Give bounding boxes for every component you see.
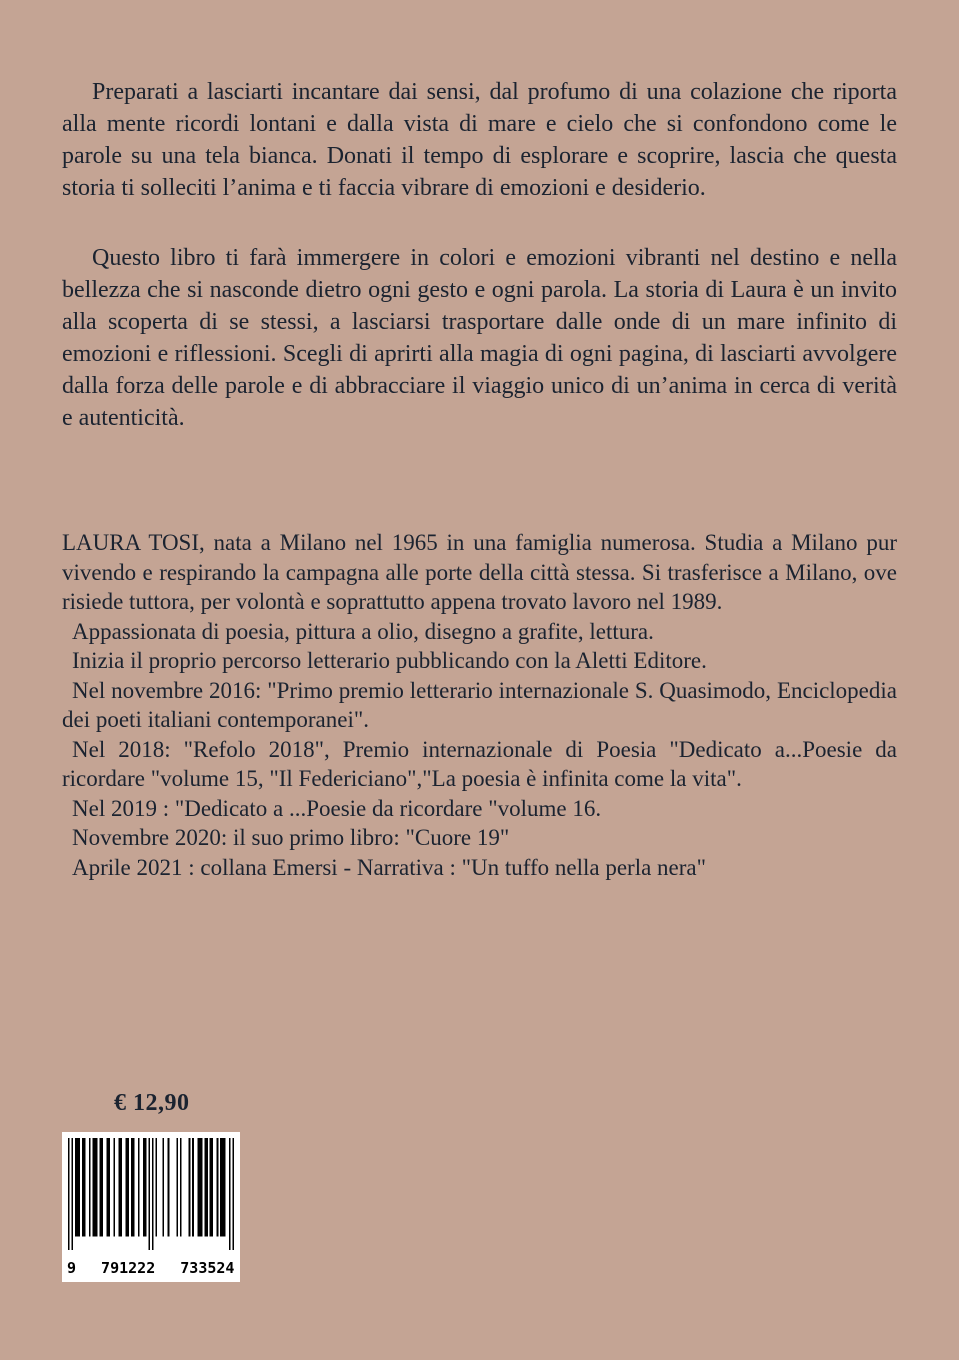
bio-paragraph: Inizia il proprio percorso letterario pubblicando con la Aletti Editore. xyxy=(72,648,707,673)
synopsis-paragraph: Preparati a lasciarti incantare dai sensi, dal profumo di una colazione che riporta alla mente ricordi lontani e dalla vista di mare e cielo che si confondono come le parole su una tela bianca. Donati il tempo di esplorare e scoprire, lascia che questa storia ti solleciti l’anima e ti faccia vibrare di emozioni e desiderio. xyxy=(62,79,897,201)
bio-paragraph: Novembre 2020: il suo primo libro: "Cuore 19" xyxy=(72,825,510,850)
author-bio-section xyxy=(62,528,897,882)
bio-paragraph: LAURA TOSI, nata a Milano nel 1965 in una famiglia numerosa. Studia a Milano pur vivendo e respirando la campagna alle porte della città stessa. Si trasferisce a Milano, ove risiede tuttora, per volontà e soprattutto appena trovato lavoro nel 1989. xyxy=(62,530,897,614)
bio-paragraph: Appassionata di poesia, pittura a olio, disegno a grafite, lettura. xyxy=(72,618,654,644)
bio-paragraph: Nel 2019 : "Dedicato a ...Poesie da ricordare "volume 16. xyxy=(72,795,602,821)
price-label: € 12,90 xyxy=(114,1090,190,1116)
barcode-bars-icon xyxy=(68,1138,234,1250)
barcode xyxy=(62,1132,240,1282)
bio-paragraph: Nel novembre 2016: "Primo premio letterario internazionale S. Quasimodo, Enciclopedia dei poeti italiani contemporanei". xyxy=(62,677,897,732)
bio-paragraph: Nel 2018: "Refolo 2018", Premio internazionale di Poesia "Dedicato a...Poesie da ricordare "volume 15, "Il Federiciano","La poesia è infinita come la vita". xyxy=(62,736,897,791)
synopsis-section xyxy=(62,76,897,472)
bio-paragraph: Aprile 2021 : collana Emersi - Narrativa : "Un tuffo nella perla nera" xyxy=(72,854,707,880)
synopsis-paragraph: Questo libro ti farà immergere in colori e emozioni vibranti nel destino e nella bellezza che si nasconde dietro ogni gesto e ogni parola. La storia di Laura è un invito alla scoperta di se stessi, a lasciarsi trasportare dalle onde di un mare infinito di emozioni e riflessioni. Scegli di aprirti alla magia di ogni pagina, di lasciarti avvolgere dalla forza delle parole e di abbracciare il viaggio unico di un’anima in cerca di verità e autenticità. xyxy=(62,245,897,431)
barcode-number: 9 791222 733524 xyxy=(67,1259,235,1277)
